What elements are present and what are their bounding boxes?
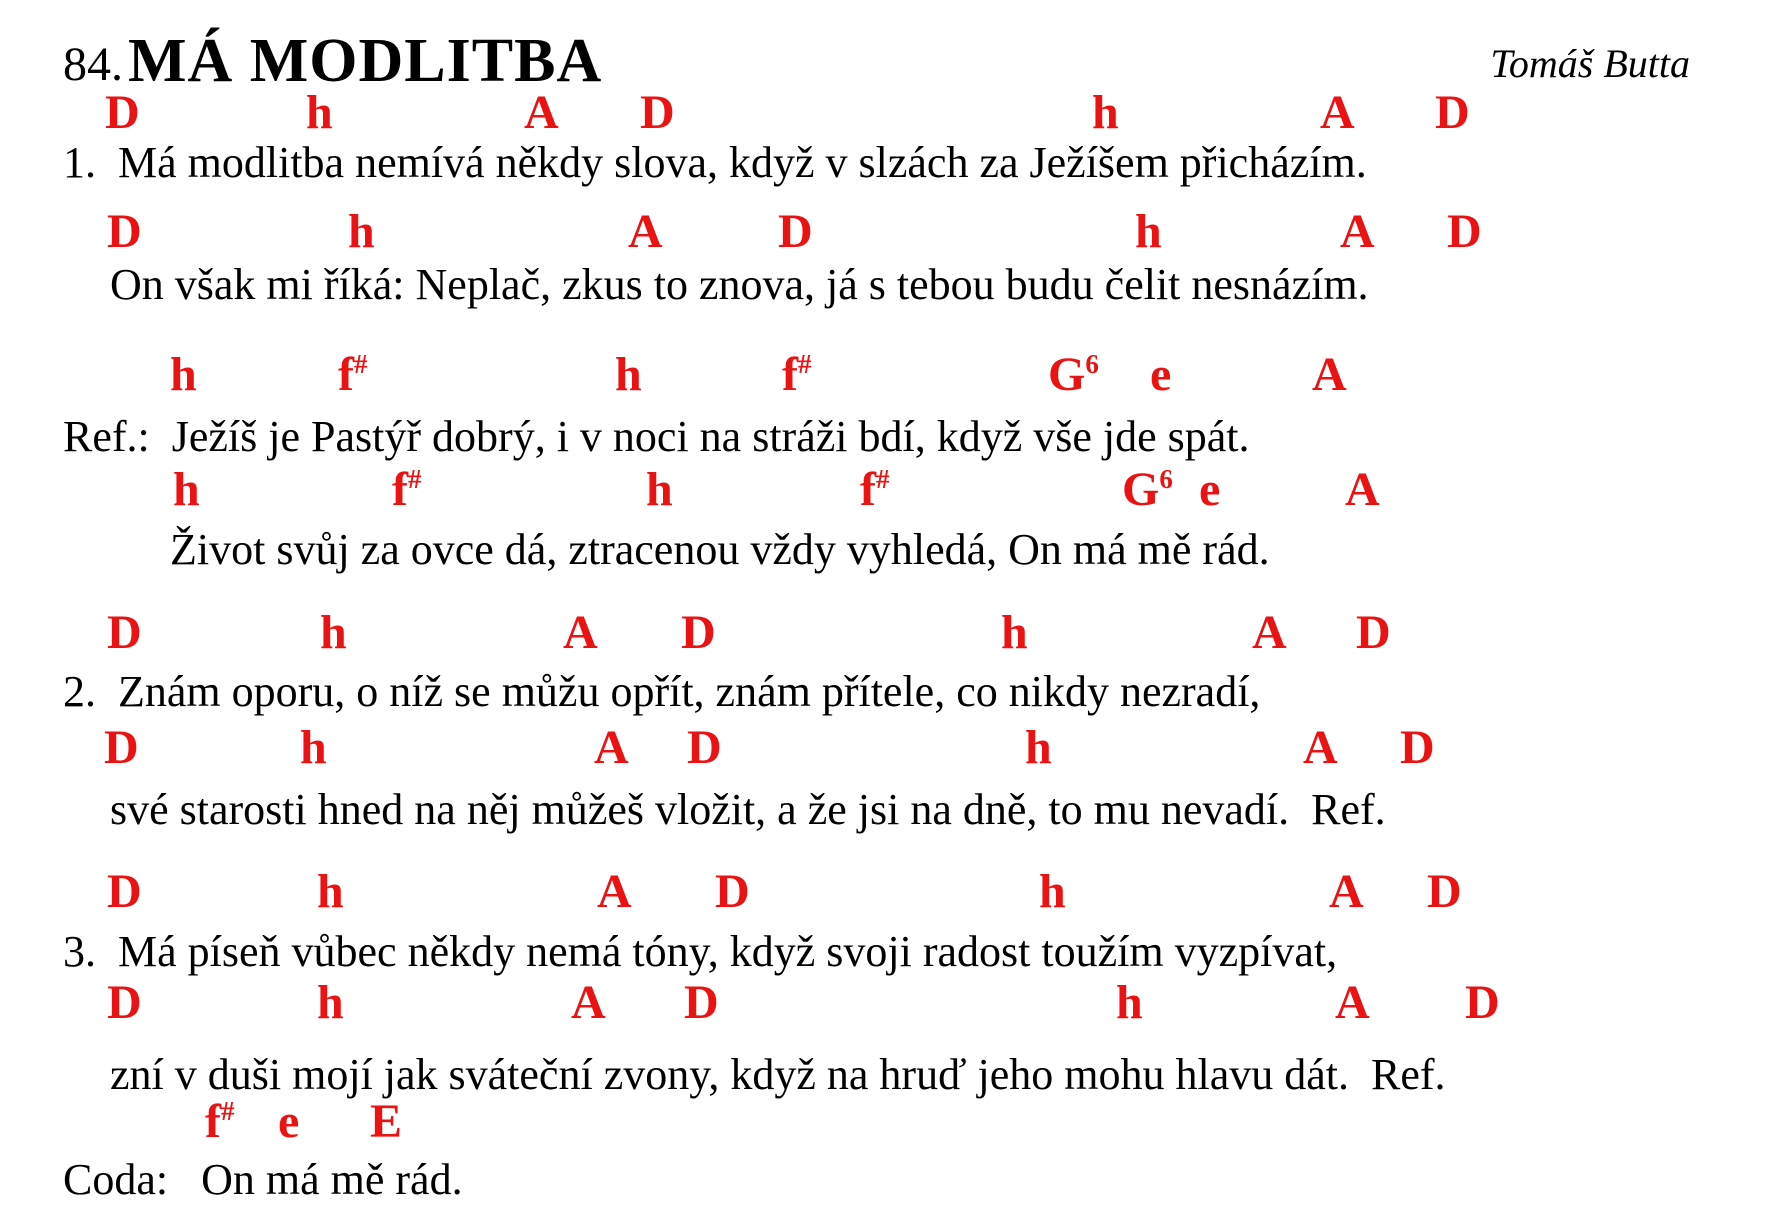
chord-letter: f xyxy=(338,348,354,401)
chord-letter: h xyxy=(1025,721,1052,774)
chord-letter: f xyxy=(205,1095,221,1148)
chord-symbol xyxy=(594,721,629,774)
chord-letter: D xyxy=(1400,721,1435,774)
chord-letter: D xyxy=(107,606,142,659)
chord-letter: h xyxy=(300,721,327,774)
chord-line xyxy=(0,205,1773,264)
chord-letter: A xyxy=(1335,976,1370,1029)
chord-symbol xyxy=(348,205,375,258)
chord-superscript: # xyxy=(353,349,368,379)
chord-symbol xyxy=(860,463,890,516)
chord-symbol xyxy=(173,463,200,516)
chord-symbol xyxy=(1329,865,1364,918)
chord-symbol xyxy=(317,865,344,918)
lyric-line xyxy=(0,927,1773,986)
lyric-text: 3. Má píseň vůbec někdy nemá tóny, když svoji radost toužím vyzpívat, xyxy=(63,927,1338,976)
chord-symbol xyxy=(628,205,663,258)
chord-letter: D xyxy=(1427,865,1462,918)
lyric-text: 1. Má modlitba nemívá někdy slova, když v slzách za Ježíšem přicházím. xyxy=(63,138,1367,187)
chord-symbol xyxy=(715,865,750,918)
chord-letter: A xyxy=(1345,463,1380,516)
chord-letter: e xyxy=(1199,463,1221,516)
chord-symbol xyxy=(640,86,675,139)
chord-symbol xyxy=(782,348,812,401)
chord-symbol xyxy=(778,205,813,258)
chord-symbol xyxy=(597,865,632,918)
chord-superscript: # xyxy=(875,464,890,494)
chord-symbol xyxy=(107,205,142,258)
chord-letter: D xyxy=(107,205,142,258)
chord-symbol xyxy=(1356,606,1391,659)
chord-symbol xyxy=(170,348,197,401)
chord-letter: D xyxy=(1435,86,1470,139)
chord-letter: D xyxy=(104,721,139,774)
lyric-text: Život svůj za ovce dá, ztracenou vždy vyhledá, On má mě rád. xyxy=(170,525,1270,574)
chord-letter: h xyxy=(646,463,673,516)
chord-letter: D xyxy=(107,865,142,918)
chord-symbol xyxy=(571,976,606,1029)
chord-symbol xyxy=(392,463,422,516)
chord-line xyxy=(0,1095,1773,1154)
lyric-line xyxy=(0,138,1773,197)
chord-symbol xyxy=(524,86,559,139)
chord-symbol xyxy=(563,606,598,659)
chord-letter: A xyxy=(1320,86,1355,139)
chord-symbol xyxy=(1150,348,1172,401)
chord-superscript: # xyxy=(407,464,422,494)
chord-letter: A xyxy=(1303,721,1338,774)
chord-line xyxy=(0,976,1773,1035)
lyric-text: zní v duši mojí jak sváteční zvony, když na hruď jeho mohu hlavu dát. Ref. xyxy=(110,1050,1446,1099)
chord-superscript: # xyxy=(797,349,812,379)
chord-symbol xyxy=(1122,463,1173,516)
chord-symbol xyxy=(1335,976,1370,1029)
lyric-text: Coda: On má mě rád. xyxy=(63,1155,463,1204)
chord-letter: D xyxy=(1447,205,1482,258)
chord-symbol xyxy=(1025,721,1052,774)
chord-letter: D xyxy=(684,976,719,1029)
chord-letter: A xyxy=(628,205,663,258)
chord-letter: A xyxy=(1329,865,1364,918)
chord-letter: D xyxy=(640,86,675,139)
chord-symbol xyxy=(1039,865,1066,918)
chord-symbol xyxy=(684,976,719,1029)
chord-letter: D xyxy=(105,86,140,139)
chord-symbol xyxy=(300,721,327,774)
song-number: 84. xyxy=(63,38,123,91)
chord-letter: f xyxy=(392,463,408,516)
lyric-line xyxy=(0,667,1773,726)
chord-symbol xyxy=(687,721,722,774)
chord-symbol xyxy=(370,1095,403,1148)
chord-letter: D xyxy=(1465,976,1500,1029)
chord-symbol xyxy=(107,976,142,1029)
chord-symbol xyxy=(107,865,142,918)
chord-letter: h xyxy=(320,606,347,659)
chord-letter: E xyxy=(370,1095,403,1148)
lyric-line xyxy=(0,412,1773,471)
lyric-text: své starosti hned na něj můžeš vložit, a že jsi na dně, to mu nevadí. Ref. xyxy=(110,785,1386,834)
chord-symbol xyxy=(1048,348,1099,401)
chord-letter: D xyxy=(1356,606,1391,659)
chord-superscript: 6 xyxy=(1159,464,1173,494)
lyric-text: On však mi říká: Neplač, zkus to znova, já s tebou budu čelit nesnázím. xyxy=(110,260,1369,309)
chord-superscript: 6 xyxy=(1085,349,1099,379)
chord-symbol xyxy=(1345,463,1380,516)
chord-letter: h xyxy=(173,463,200,516)
chord-letter: A xyxy=(571,976,606,1029)
chord-symbol xyxy=(105,86,140,139)
chord-letter: A xyxy=(594,721,629,774)
chord-letter: h xyxy=(1092,86,1119,139)
chord-symbol xyxy=(1199,463,1221,516)
chord-letter: h xyxy=(1001,606,1028,659)
chord-letter: e xyxy=(278,1095,300,1148)
chord-letter: h xyxy=(1116,976,1143,1029)
chord-line xyxy=(0,463,1773,522)
lyric-line xyxy=(0,1155,1773,1214)
chord-symbol xyxy=(1427,865,1462,918)
lyric-line xyxy=(0,260,1773,319)
chord-line xyxy=(0,348,1773,407)
chord-symbol xyxy=(104,721,139,774)
chord-symbol xyxy=(1465,976,1500,1029)
song-title: MÁ MODLITBA xyxy=(128,27,603,95)
chord-letter: G xyxy=(1048,348,1086,401)
chord-symbol xyxy=(317,976,344,1029)
chord-symbol xyxy=(338,348,368,401)
chord-symbol xyxy=(1447,205,1482,258)
chord-symbol xyxy=(1092,86,1119,139)
chord-symbol xyxy=(205,1095,235,1148)
lyric-text: Ref.: Ježíš je Pastýř dobrý, i v noci na stráži bdí, když vše jde spát. xyxy=(63,412,1250,461)
lyric-line xyxy=(0,785,1773,844)
chord-letter: G xyxy=(1122,463,1160,516)
chord-symbol xyxy=(107,606,142,659)
song-author: Tomáš Butta xyxy=(1490,41,1690,86)
chord-symbol xyxy=(1001,606,1028,659)
chord-symbol xyxy=(681,606,716,659)
chord-line xyxy=(0,865,1773,924)
chord-letter: A xyxy=(1340,205,1375,258)
chord-line xyxy=(0,721,1773,780)
chord-letter: D xyxy=(107,976,142,1029)
lyric-text: 2. Znám oporu, o níž se můžu opřít, znám přítele, co nikdy nezradí, xyxy=(63,667,1261,716)
chord-letter: A xyxy=(524,86,559,139)
chord-letter: f xyxy=(860,463,876,516)
chord-line xyxy=(0,86,1773,145)
chord-letter: A xyxy=(597,865,632,918)
chord-symbol xyxy=(1303,721,1338,774)
chord-letter: h xyxy=(317,976,344,1029)
chord-symbol xyxy=(1435,86,1470,139)
chord-symbol xyxy=(646,463,673,516)
chord-letter: h xyxy=(306,86,333,139)
chord-letter: h xyxy=(170,348,197,401)
chord-letter: h xyxy=(348,205,375,258)
chord-letter: h xyxy=(1135,205,1162,258)
chord-symbol xyxy=(1320,86,1355,139)
chord-symbol xyxy=(1340,205,1375,258)
chord-symbol xyxy=(306,86,333,139)
chord-symbol xyxy=(1400,721,1435,774)
chord-line xyxy=(0,606,1773,665)
chord-symbol xyxy=(1116,976,1143,1029)
chord-letter: A xyxy=(563,606,598,659)
chord-letter: f xyxy=(782,348,798,401)
lyric-line xyxy=(0,525,1773,584)
chord-letter: e xyxy=(1150,348,1172,401)
chord-symbol xyxy=(278,1095,300,1148)
chord-symbol xyxy=(1312,348,1347,401)
chord-letter: D xyxy=(715,865,750,918)
chord-letter: h xyxy=(1039,865,1066,918)
chord-superscript: # xyxy=(220,1096,235,1126)
chord-letter: D xyxy=(778,205,813,258)
chord-symbol xyxy=(1135,205,1162,258)
chord-symbol xyxy=(615,348,642,401)
chord-letter: A xyxy=(1312,348,1347,401)
chord-letter: A xyxy=(1252,606,1287,659)
chord-letter: h xyxy=(317,865,344,918)
chord-letter: D xyxy=(681,606,716,659)
chord-symbol xyxy=(1252,606,1287,659)
chord-letter: h xyxy=(615,348,642,401)
chord-letter: D xyxy=(687,721,722,774)
chord-symbol xyxy=(320,606,347,659)
